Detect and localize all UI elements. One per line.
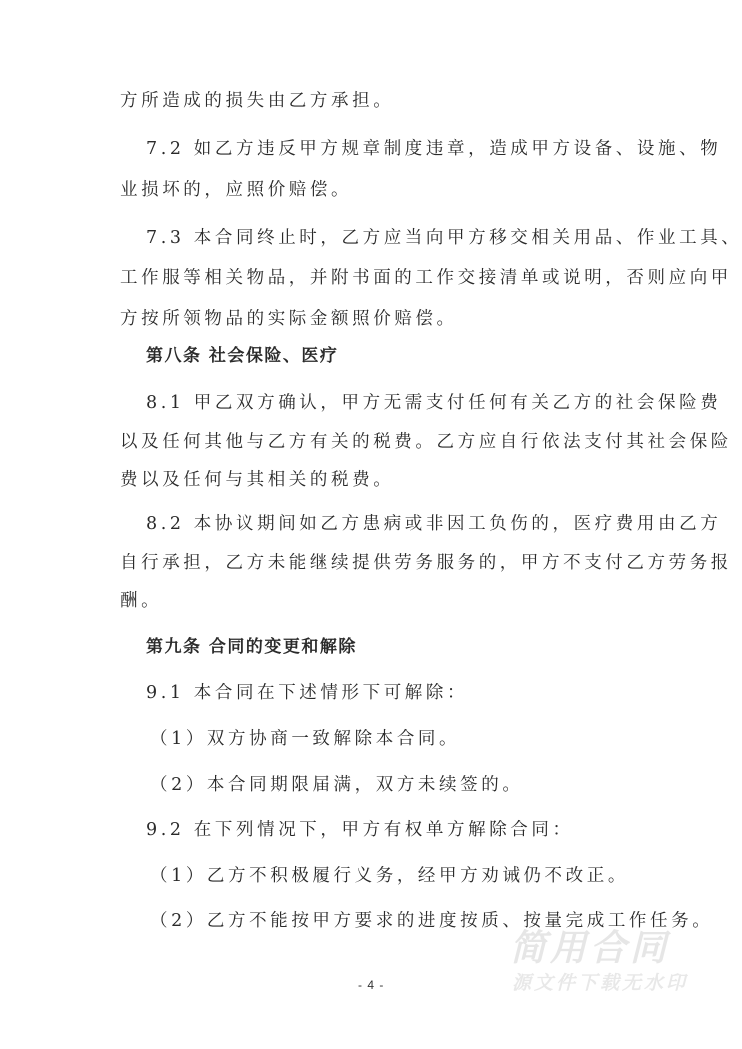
clause-7-2: 7.2 如乙方违反甲方规章制度违章，造成甲方设备、设施、物 — [146, 139, 722, 159]
list-item: （2）乙方不能按甲方要求的进度按质、按量完成工作任务。 — [150, 911, 714, 931]
article-9-heading: 第九条 合同的变更和解除 — [146, 637, 357, 657]
clause-9-2: 9.2 在下列情况下，甲方有权单方解除合同： — [146, 820, 574, 840]
clause-7-3: 7.3 本合同终止时，乙方应当向甲方移交相关用品、作业工具、 — [146, 228, 742, 248]
list-item: （1）双方协商一致解除本合同。 — [150, 729, 461, 749]
clause-9-1: 9.1 本合同在下述情形下可解除： — [146, 683, 469, 703]
paragraph-line: 以及任何其他与乙方有关的税费。乙方应自行依法支付其社会保险 — [120, 432, 732, 452]
paragraph-line: 方按所领物品的实际金额照价赔偿。 — [120, 309, 458, 329]
page-number: - 4 - — [358, 978, 385, 992]
watermark-title: 简用合同 — [510, 928, 671, 969]
paragraph-line: 酬。 — [120, 591, 163, 611]
paragraph-line: 工作服等相关物品，并附书面的工作交接清单或说明，否则应向甲 — [120, 268, 732, 288]
paragraph-line: 业损坏的，应照价赔偿。 — [120, 180, 353, 200]
paragraph-line: 费以及任何与其相关的税费。 — [120, 470, 395, 490]
paragraph-line: 方所造成的损失由乙方承担。 — [120, 91, 395, 111]
paragraph-line: 自行承担，乙方未能继续提供劳务服务的，甲方不支付乙方劳务报 — [120, 553, 732, 573]
watermark-subtitle: 源文件下载无水印 — [512, 972, 689, 994]
article-8-heading: 第八条 社会保险、医疗 — [146, 346, 339, 366]
clause-8-1: 8.1 甲乙双方确认，甲方无需支付任何有关乙方的社会保险费 — [146, 393, 722, 413]
list-item: （2）本合同期限届满，双方未续签的。 — [150, 775, 524, 795]
list-item: （1）乙方不积极履行义务，经甲方劝诫仍不改正。 — [150, 866, 629, 886]
clause-8-2: 8.2 本协议期间如乙方患病或非因工负伤的，医疗费用由乙方 — [146, 514, 722, 534]
